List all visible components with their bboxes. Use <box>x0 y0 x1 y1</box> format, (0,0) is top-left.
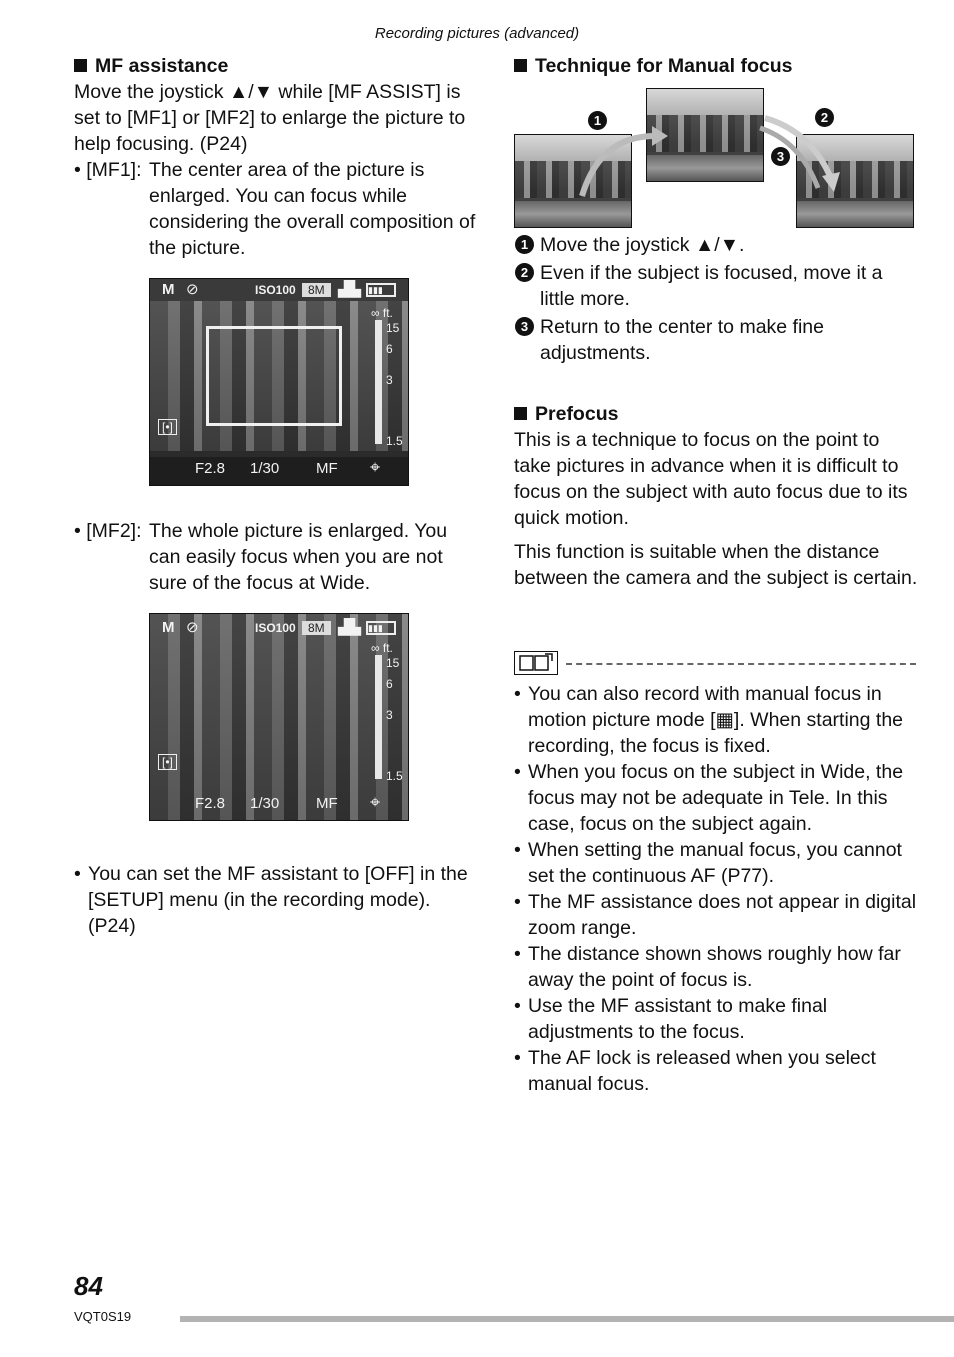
note-item <box>514 681 919 759</box>
mf2-item <box>74 518 479 596</box>
step-1-marker: 1 <box>515 235 534 254</box>
mf-assistance-heading: MF assistance <box>95 55 229 77</box>
focus-scale-3: 3 <box>386 373 393 387</box>
focus-scale-unit: ∞ ft. <box>371 306 393 320</box>
focus-scale-bar <box>375 320 382 444</box>
step-3-marker: 3 <box>515 317 534 336</box>
mf2-section <box>74 518 479 596</box>
focus-target-icon: ⌖ <box>370 457 381 477</box>
battery-icon: ▮▮▮ <box>366 283 396 297</box>
bullet-dot: • <box>514 995 521 1017</box>
aperture-value: F2.8 <box>195 795 226 812</box>
iso-indicator: ISO100 <box>255 621 296 635</box>
footer-rule <box>180 1316 954 1322</box>
focus-scale-6: 6 <box>386 342 393 356</box>
square-bullet-icon <box>514 407 527 420</box>
step-1-text: Move the joystick ▲/▼. <box>540 234 745 256</box>
focus-scale-1-5: 1.5 <box>386 434 403 448</box>
prefocus-section <box>514 401 919 591</box>
prefocus-paragraph-1: This is a technique to focus on the point to take pictures in advance when it is difficult to focus on the subject with auto focus due to its quick motion. <box>514 429 908 529</box>
note-item <box>514 759 919 837</box>
mf-intro-text: Move the joystick ▲/▼ while [MF ASSIST] is set to [MF1] or [MF2] to enlarge the picture to help focusing. (P24) <box>74 81 466 155</box>
focus-mode-label: MF <box>316 460 338 477</box>
focus-scale-1-5: 1.5 <box>386 769 403 783</box>
bullet-dot: • <box>514 839 521 861</box>
diagram-marker-3: 3 <box>771 147 790 166</box>
note-text: The distance shown shows roughly how far away the point of focus is. <box>528 943 901 991</box>
mode-indicator: M <box>162 281 175 298</box>
prefocus-heading: Prefocus <box>535 403 619 425</box>
note-book-icon-graphic <box>515 652 556 673</box>
quality-icon: ▟▙ <box>338 281 362 298</box>
picture-size-indicator: 8M <box>302 283 331 297</box>
arrow-step-2 <box>765 118 830 176</box>
mf-assistance-heading-row <box>74 53 479 79</box>
note-text: The AF lock is released when you select manual focus. <box>528 1047 876 1095</box>
metering-icon: [•] <box>158 419 177 435</box>
notes-list <box>514 681 919 1097</box>
technique-heading-row <box>514 53 924 79</box>
square-bullet-icon <box>514 59 527 72</box>
note-text: Use the MF assistant to make final adjustments to the focus. <box>528 995 828 1043</box>
focus-scale-6: 6 <box>386 677 393 691</box>
screen-photo <box>150 614 408 820</box>
focus-scale-15: 15 <box>386 656 400 670</box>
focus-scale-3: 3 <box>386 708 393 722</box>
battery-icon: ▮▮▮ <box>366 621 396 635</box>
aperture-value: F2.8 <box>195 460 226 477</box>
setup-note <box>74 861 479 939</box>
camera-screen-mf2 <box>149 613 409 821</box>
note-item <box>514 941 919 993</box>
mf2-label: • [MF2]: <box>74 520 142 542</box>
arrow-step-1 <box>582 136 655 196</box>
shutter-value: 1/30 <box>250 795 280 812</box>
mf2-text: The whole picture is enlarged. You can easily focus when you are not sure of the focus at Wide. <box>149 520 448 594</box>
square-bullet-icon <box>74 59 87 72</box>
bullet-dot: • <box>514 1047 521 1069</box>
prefocus-paragraph-2: This function is suitable when the distance between the camera and the subject is certain. <box>514 541 918 589</box>
bullet-dot: • <box>514 683 521 705</box>
page-number: 84 <box>74 1271 103 1301</box>
iso-indicator: ISO100 <box>255 283 296 297</box>
note-item <box>514 889 919 941</box>
mode-indicator: M <box>162 619 175 636</box>
flash-off-icon: ⊘ <box>186 619 199 636</box>
step-2-marker: 2 <box>515 263 534 282</box>
prefocus-heading-row <box>514 401 919 427</box>
quality-icon: ▟▙ <box>338 619 362 636</box>
focus-mode-label: MF <box>316 795 338 812</box>
note-item <box>514 837 919 889</box>
metering-icon: [•] <box>158 754 177 770</box>
step-2 <box>514 260 919 312</box>
setup-note-text: You can set the MF assistant to [OFF] in the [SETUP] menu (in the recording mode). (P24) <box>88 863 468 937</box>
setup-note-item <box>74 861 479 939</box>
mf1-text: The center area of the picture is enlarged. You can focus while considering the overall composition of the picture. <box>149 159 476 259</box>
mf1-zoom-frame <box>206 326 342 426</box>
diagram-marker-2: 2 <box>815 108 834 127</box>
mf-assistance-section <box>74 53 479 261</box>
running-header: Recording pictures (advanced) <box>374 25 580 42</box>
note-book-icon <box>514 651 558 675</box>
focus-scale-unit: ∞ ft. <box>371 641 393 655</box>
step-3 <box>514 314 919 366</box>
document-code: VQT0S19 <box>74 1309 132 1324</box>
picture-size-indicator: 8M <box>302 621 331 635</box>
note-item <box>514 1045 919 1097</box>
bullet-dot: • <box>514 943 521 965</box>
step-2-text: Even if the subject is focused, move it a little more. <box>540 262 883 310</box>
note-item <box>514 993 919 1045</box>
bullet-dot: • <box>74 863 81 885</box>
technique-steps <box>514 232 919 366</box>
camera-screen-mf1 <box>149 278 409 486</box>
focus-scale-bar <box>375 655 382 779</box>
diagram-marker-1: 1 <box>588 111 607 130</box>
note-divider <box>566 663 916 665</box>
mf1-label: • [MF1]: <box>74 159 142 181</box>
note-text: When setting the manual focus, you cannot set the continuous AF (P77). <box>528 839 902 887</box>
technique-heading: Technique for Manual focus <box>535 55 793 77</box>
step-1 <box>514 232 919 258</box>
note-text: When you focus on the subject in Wide, the focus may not be adequate in Tele. In this case, focus on the subject again. <box>528 761 904 835</box>
shutter-value: 1/30 <box>250 460 280 477</box>
focus-target-icon: ⌖ <box>370 792 381 812</box>
arrow-step-2-head <box>822 172 840 192</box>
arrow-step-1-head <box>652 126 668 146</box>
bullet-dot: • <box>514 891 521 913</box>
step-3-text: Return to the center to make fine adjustments. <box>540 316 824 364</box>
note-text: You can also record with manual focus in motion picture mode [▦]. When starting the recording, the focus is fixed. <box>528 683 904 757</box>
bullet-dot: • <box>514 761 521 783</box>
note-text: The MF assistance does not appear in digital zoom range. <box>528 891 917 939</box>
mf1-item <box>74 157 479 261</box>
focus-scale-15: 15 <box>386 321 400 335</box>
flash-off-icon: ⊘ <box>186 281 199 298</box>
